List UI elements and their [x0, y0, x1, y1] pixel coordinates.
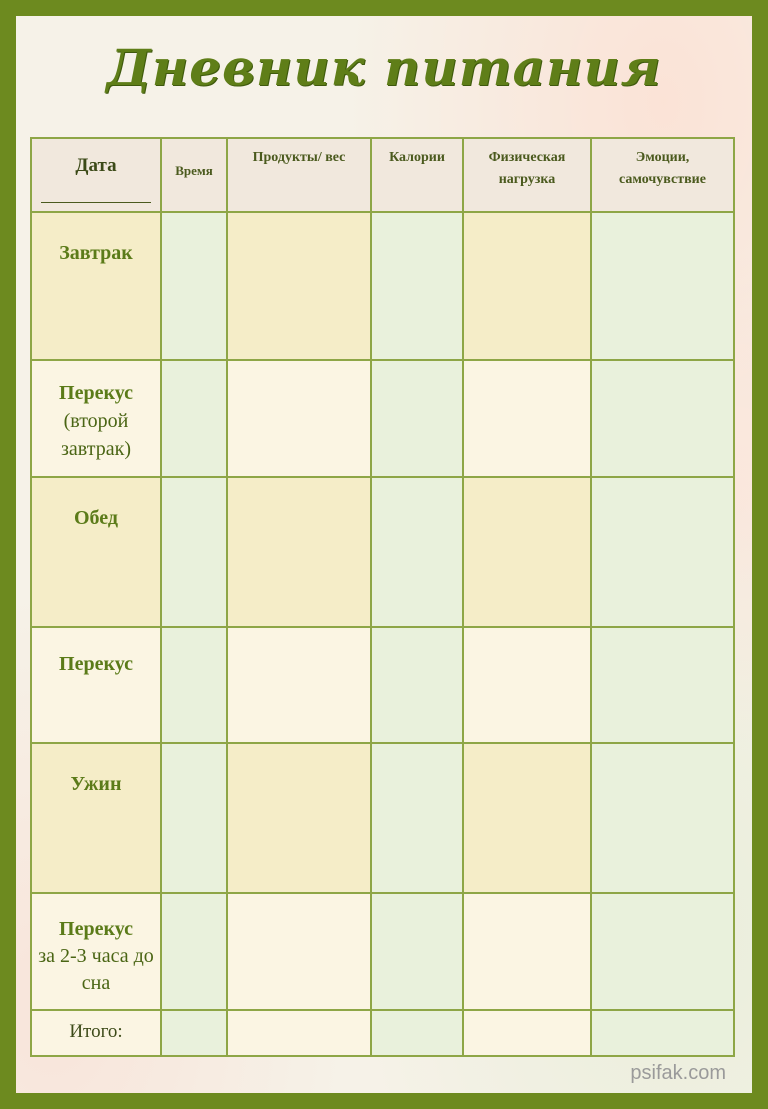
watermark: psifak.com — [630, 1062, 726, 1084]
row-label: Ужин — [70, 773, 122, 795]
column-calories: Калории — [371, 138, 463, 212]
row-label: Завтрак — [59, 242, 133, 264]
products-cell[interactable] — [227, 627, 371, 743]
activity-cell[interactable] — [463, 627, 591, 743]
time-cell[interactable] — [161, 212, 227, 360]
time-cell[interactable] — [161, 743, 227, 893]
total-activity-cell[interactable] — [463, 1010, 591, 1056]
total-label-cell — [31, 1010, 161, 1056]
column-time: Время — [161, 138, 227, 212]
emotions-cell[interactable] — [591, 477, 734, 627]
time-cell[interactable] — [161, 477, 227, 627]
header-row — [31, 138, 734, 212]
total-label: Итого: — [69, 1021, 123, 1042]
total-products-cell[interactable] — [227, 1010, 371, 1056]
table-row — [31, 627, 734, 743]
row-label-cell — [31, 212, 161, 360]
column-products: Продукты/ вес — [227, 138, 371, 212]
calories-cell[interactable] — [371, 743, 463, 893]
products-cell[interactable] — [227, 743, 371, 893]
row-label-cell — [31, 360, 161, 477]
calories-cell[interactable] — [371, 212, 463, 360]
total-emotions-cell[interactable] — [591, 1010, 734, 1056]
date-entry-line[interactable] — [41, 202, 151, 203]
products-cell[interactable] — [227, 477, 371, 627]
emotions-cell[interactable] — [591, 627, 734, 743]
activity-cell[interactable] — [463, 893, 591, 1010]
table-row — [31, 743, 734, 893]
row-label: Перекус — [59, 382, 133, 404]
products-cell[interactable] — [227, 212, 371, 360]
time-cell[interactable] — [161, 627, 227, 743]
calories-cell[interactable] — [371, 627, 463, 743]
table-row — [31, 477, 734, 627]
total-row — [31, 1010, 734, 1056]
food-diary-table — [30, 137, 735, 1057]
activity-cell[interactable] — [463, 212, 591, 360]
table-row — [31, 212, 734, 360]
page-title: Дневник питания — [106, 38, 662, 97]
column-date-label: Дата — [75, 155, 117, 176]
calories-cell[interactable] — [371, 893, 463, 1010]
products-cell[interactable] — [227, 893, 371, 1010]
emotions-cell[interactable] — [591, 893, 734, 1010]
emotions-cell[interactable] — [591, 360, 734, 477]
row-sublabel: за 2-3 часа до сна — [38, 945, 154, 994]
total-time-cell[interactable] — [161, 1010, 227, 1056]
table-row — [31, 893, 734, 1010]
activity-cell[interactable] — [463, 360, 591, 477]
emotions-cell[interactable] — [591, 743, 734, 893]
calories-cell[interactable] — [371, 360, 463, 477]
row-label-cell — [31, 477, 161, 627]
total-calories-cell[interactable] — [371, 1010, 463, 1056]
column-date — [31, 138, 161, 212]
row-label: Обед — [73, 507, 119, 529]
row-label: Перекус — [59, 653, 133, 675]
row-label: Перекус — [59, 918, 133, 940]
emotions-cell[interactable] — [591, 212, 734, 360]
row-label-cell — [31, 743, 161, 893]
time-cell[interactable] — [161, 893, 227, 1010]
activity-cell[interactable] — [463, 743, 591, 893]
calories-cell[interactable] — [371, 477, 463, 627]
row-sublabel: (второй завтрак) — [61, 410, 131, 460]
time-cell[interactable] — [161, 360, 227, 477]
row-label-cell — [31, 627, 161, 743]
column-activity: Физическая нагрузка — [463, 138, 591, 212]
column-emotions: Эмоции, самочувствие — [591, 138, 734, 212]
products-cell[interactable] — [227, 360, 371, 477]
row-label-cell — [31, 893, 161, 1010]
table-row — [31, 360, 734, 477]
activity-cell[interactable] — [463, 477, 591, 627]
